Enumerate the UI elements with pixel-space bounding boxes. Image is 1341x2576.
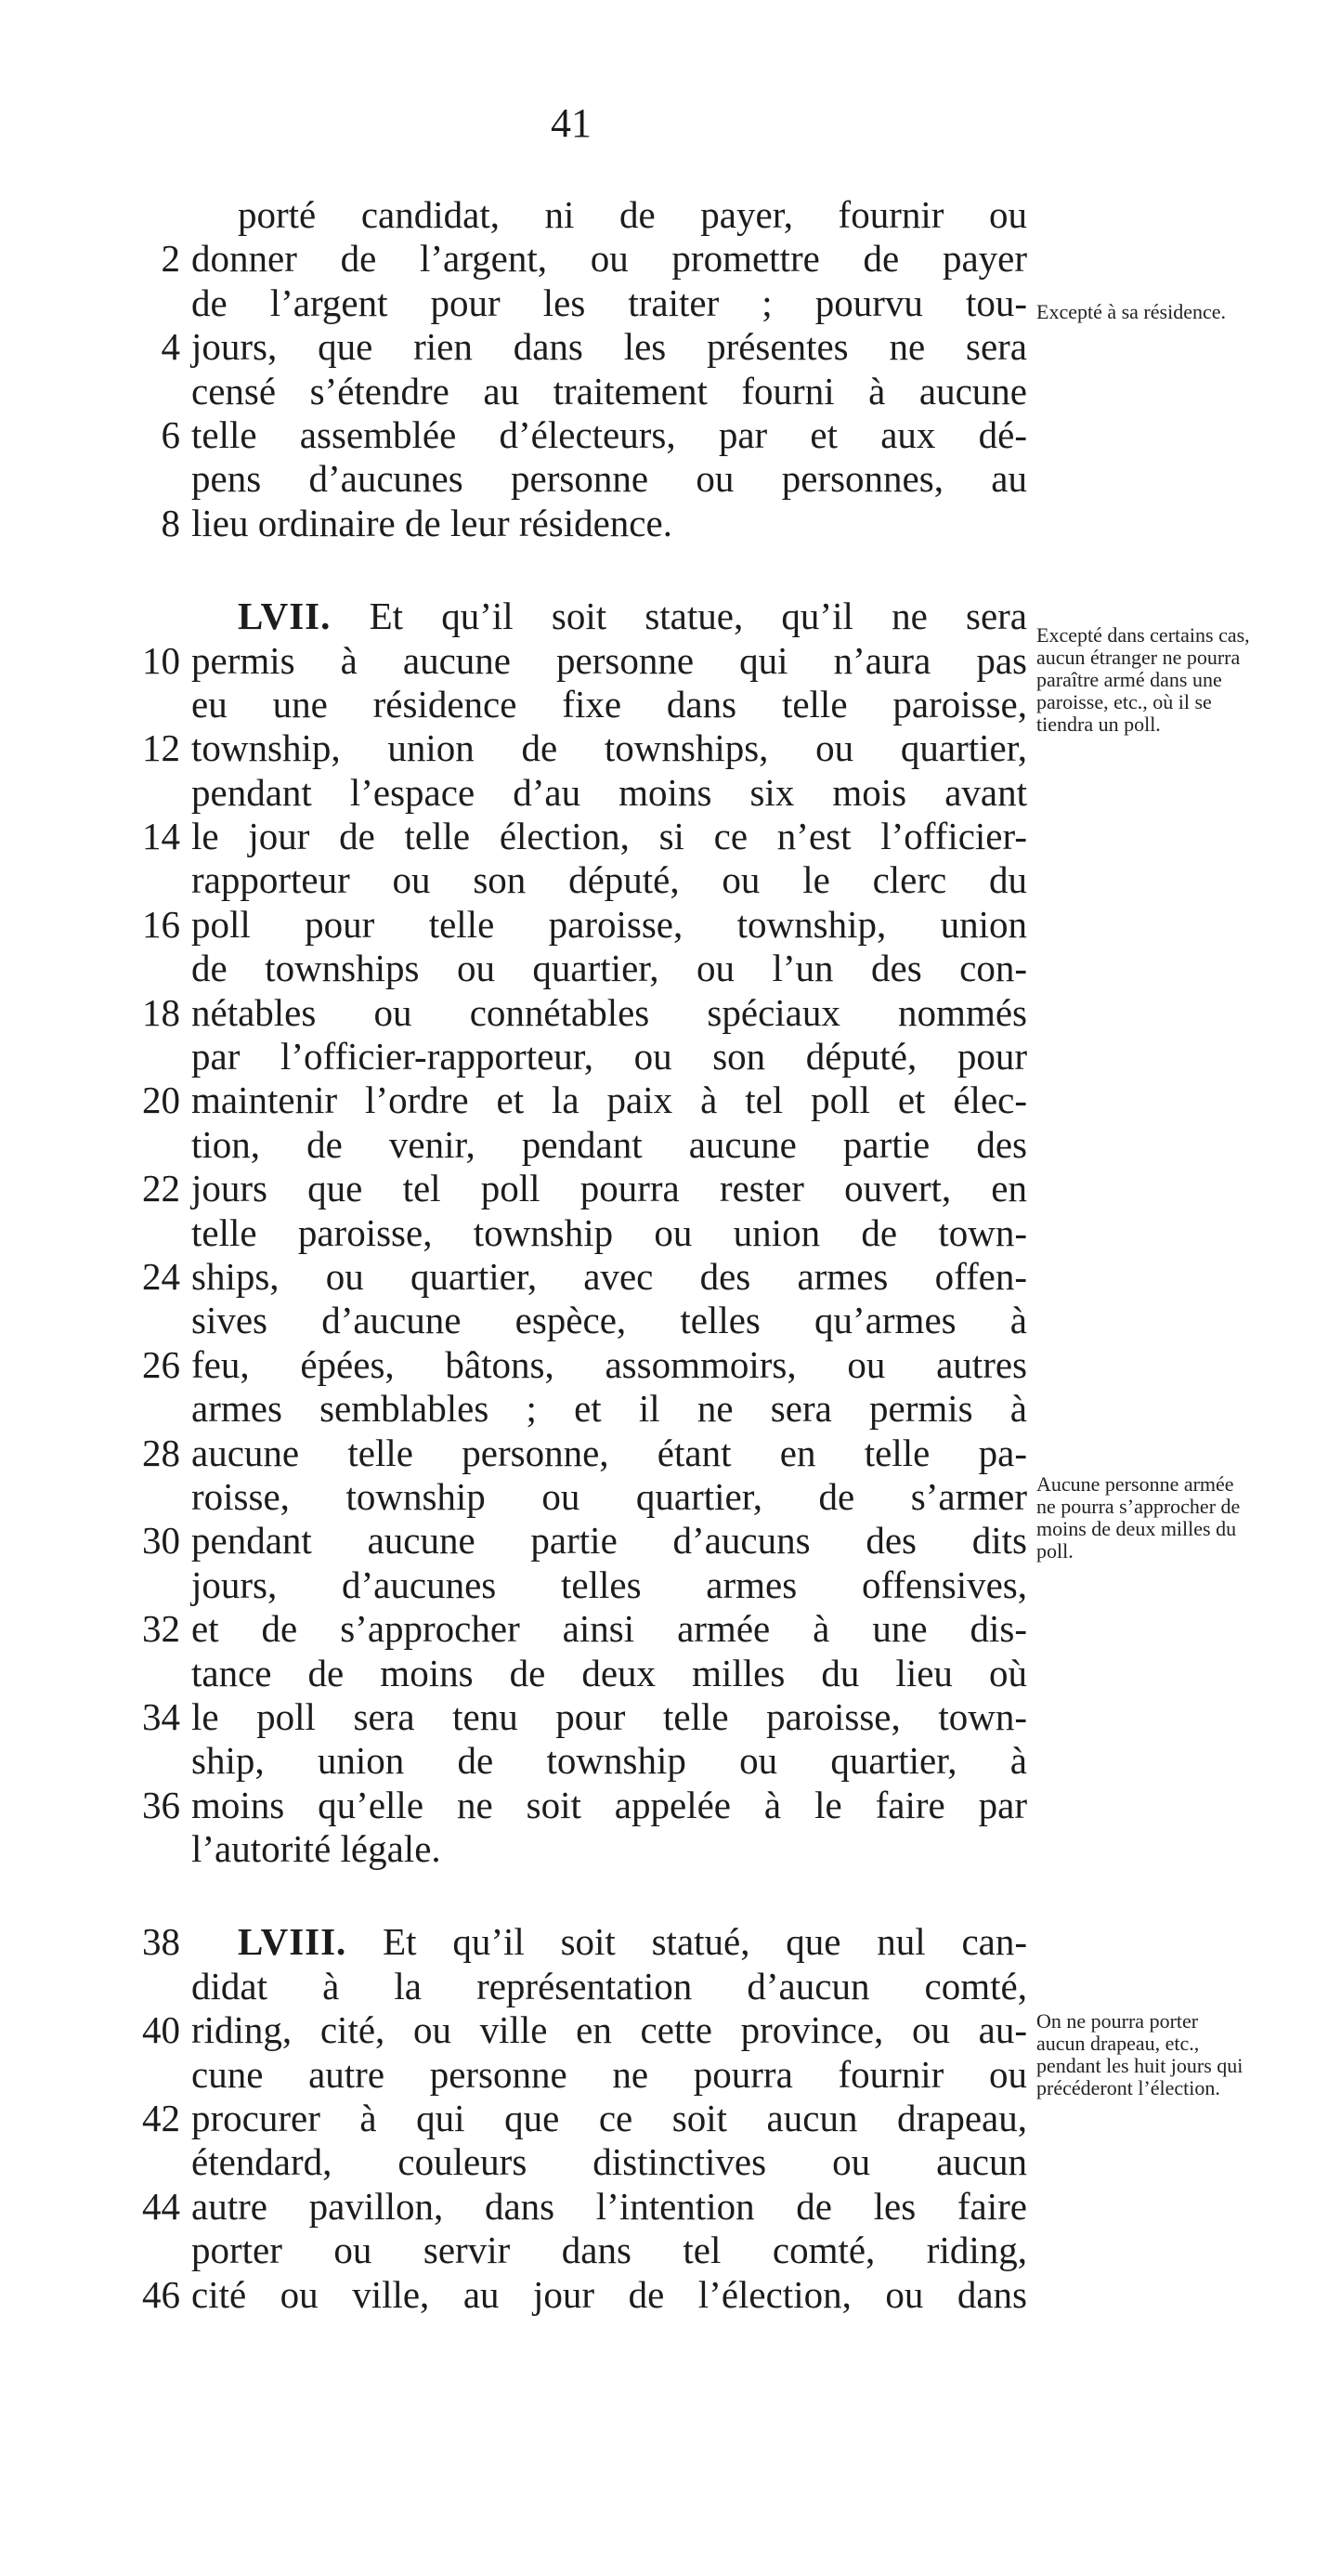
line-number: 46: [142, 2272, 180, 2316]
line-text: moins qu’elle ne soit appelée à le faire par: [191, 1783, 1027, 1826]
line-number: 14: [142, 815, 180, 858]
text-line: [111, 1123, 1040, 1167]
line-text: le jour de telle élection, si ce n’est l’officier-: [191, 815, 1027, 858]
line-text: pendant aucune partie d’aucuns des dits: [191, 1519, 1027, 1563]
text-line: [111, 858, 1040, 902]
text-line: [111, 1920, 1040, 1964]
line-text: porter ou servir dans tel comté, riding,: [191, 2229, 1027, 2272]
line-text: censé s’étendre au traitement fourni à aucune: [191, 369, 1027, 412]
line-number: 38: [142, 1920, 180, 1964]
line-text: rapporteur ou son député, ou le clerc du: [191, 858, 1027, 902]
line-text: tion, de venir, pendant aucune partie des: [191, 1122, 1027, 1166]
text-line: [111, 1784, 1040, 1827]
line-number: 20: [142, 1079, 180, 1122]
line-text: pendant l’espace d’au moins six mois avant: [191, 770, 1027, 814]
line-number: 18: [142, 990, 180, 1034]
line-text: jours que tel poll pourra rester ouvert, en: [191, 1167, 1027, 1210]
text-line: [111, 639, 1040, 683]
text-line: [111, 1519, 1040, 1563]
line-number: 24: [142, 1254, 180, 1298]
line-text: [238, 1920, 1027, 1964]
text-line: [111, 1607, 1040, 1651]
line-text: [238, 595, 1027, 638]
text-line: [111, 1343, 1040, 1387]
text-line: [111, 413, 1040, 457]
line-text: telle assemblée d’électeurs, par et aux dé-: [191, 412, 1027, 456]
text-line: [111, 1827, 1040, 1871]
section-number: LVII.: [238, 595, 332, 638]
text-line: [111, 1167, 1040, 1210]
text-line: [111, 2229, 1040, 2272]
line-text: sives d’aucune espèce, telles qu’armes à: [191, 1299, 1027, 1342]
line-text: maintenir l’ordre et la paix à tel poll et élec-: [191, 1079, 1027, 1122]
text-line: [111, 726, 1040, 770]
text-line: [111, 903, 1040, 947]
body-text: [111, 193, 1040, 2317]
text-line: [111, 771, 1040, 815]
line-text: permis à aucune personne qui n’aura pas: [191, 638, 1027, 682]
line-text: de l’argent pour les traiter ; pourvu tou-: [191, 281, 1027, 324]
text-line: [111, 1211, 1040, 1255]
line-text: lieu ordinaire de leur résidence.: [191, 501, 672, 544]
margin-note-flags: On ne pourra porter aucun drapeau, etc., pendant les huit jours qui précéderont l’élection.: [1036, 2009, 1243, 2099]
line-text: donner de l’argent, ou promettre de payer: [191, 237, 1027, 281]
text-line: [111, 2053, 1040, 2097]
line-number: 8: [161, 501, 180, 544]
text-line: [111, 2185, 1040, 2229]
line-text: cune autre personne ne pourra fournir ou: [191, 2052, 1027, 2096]
line-number: 12: [142, 726, 180, 770]
line-number: 10: [142, 638, 180, 682]
line-text: poll pour telle paroisse, township, union: [191, 902, 1027, 946]
text-line: [111, 1563, 1040, 1607]
text-line: [111, 1299, 1040, 1342]
line-number: 26: [142, 1342, 180, 1386]
text-line: [111, 2008, 1040, 2052]
text-line: [111, 683, 1040, 726]
section-number: LVIII.: [238, 1920, 347, 1964]
text-line: [111, 281, 1040, 325]
text-line: [111, 1255, 1040, 1299]
text-line: [111, 1475, 1040, 1519]
line-number: 34: [142, 1694, 180, 1738]
text-line: [111, 2097, 1040, 2140]
line-number: 32: [142, 1607, 180, 1651]
line-number: 6: [161, 412, 180, 456]
line-text: roisse, township ou quartier, de s’armer: [191, 1474, 1027, 1518]
paragraph-gap: [111, 545, 1040, 595]
text-line: [111, 325, 1040, 369]
line-text: étendard, couleurs distinctives ou aucun: [191, 2140, 1027, 2184]
text-line: [111, 1079, 1040, 1122]
text-line: [111, 947, 1040, 990]
text-line: [111, 502, 1040, 545]
line-text: cité ou ville, au jour de l’élection, ou dans: [191, 2272, 1027, 2316]
line-text: riding, cité, ou ville en cette province, ou au-: [191, 2008, 1027, 2052]
margin-note-residence: Excepté à sa résidence.: [1036, 300, 1226, 323]
text-line: [111, 991, 1040, 1035]
margin-note-armed-stranger: Excepté dans certains cas, aucun étranger ne pourra paraître armé dans une paroisse, etc., où il se tiendra un poll.: [1036, 623, 1250, 736]
paragraph-gap: [111, 1871, 1040, 1920]
line-number: 42: [142, 2097, 180, 2140]
line-text: porté candidat, ni de payer, fournir ou: [238, 193, 1027, 236]
line-text: jours, que rien dans les présentes ne sera: [191, 325, 1027, 369]
text-line: [111, 237, 1040, 281]
text-line: [111, 595, 1040, 638]
line-number: 16: [142, 902, 180, 946]
line-number: 36: [142, 1783, 180, 1826]
line-number: 40: [142, 2008, 180, 2052]
text-line: [111, 2140, 1040, 2184]
text-line: [111, 1035, 1040, 1079]
section-text: Et qu’il soit statue, qu’il ne sera: [369, 595, 1027, 638]
text-line: [111, 1387, 1040, 1431]
line-text: ships, ou quartier, avec des armes offen-: [191, 1254, 1027, 1298]
line-number: 2: [161, 237, 180, 281]
line-text: aucune telle personne, étant en telle pa-: [191, 1431, 1027, 1474]
line-text: ship, union de township ou quartier, à: [191, 1739, 1027, 1783]
text-line: [111, 193, 1040, 237]
line-text: autre pavillon, dans l’intention de les faire: [191, 2184, 1027, 2228]
section-text: Et qu’il soit statué, que nul can-: [383, 1920, 1027, 1964]
line-text: l’autorité légale.: [191, 1827, 441, 1871]
text-line: [111, 1739, 1040, 1783]
text-line: [111, 1695, 1040, 1739]
text-line: [111, 1652, 1040, 1695]
text-line: [111, 370, 1040, 413]
line-text: township, union de townships, ou quartier,: [191, 726, 1027, 770]
line-text: le poll sera tenu pour telle paroisse, town-: [191, 1694, 1027, 1738]
line-text: par l’officier-rapporteur, ou son député, pour: [191, 1035, 1027, 1079]
line-number: 22: [142, 1167, 180, 1210]
line-text: tance de moins de deux milles du lieu où: [191, 1651, 1027, 1694]
line-number: 44: [142, 2184, 180, 2228]
text-line: [111, 457, 1040, 501]
line-text: feu, épées, bâtons, assommoirs, ou autres: [191, 1342, 1027, 1386]
line-text: eu une résidence fixe dans telle paroisse,: [191, 682, 1027, 726]
text-line: [111, 1965, 1040, 2008]
line-text: armes semblables ; et il ne sera permis à: [191, 1387, 1027, 1431]
line-text: et de s’approcher ainsi armée à une dis-: [191, 1607, 1027, 1651]
line-number: 30: [142, 1519, 180, 1563]
line-number: 4: [161, 325, 180, 369]
line-text: jours, d’aucunes telles armes offensives,: [191, 1563, 1027, 1606]
line-text: procurer à qui que ce soit aucun drapeau,: [191, 2097, 1027, 2140]
margin-note-armed-distance: Aucune personne armée ne pourra s’approcher de moins de deux milles du poll.: [1036, 1472, 1241, 1563]
line-text: de townships ou quartier, ou l’un des con-: [191, 947, 1027, 990]
line-number: 28: [142, 1431, 180, 1474]
page-number: 41: [551, 100, 592, 146]
text-line: [111, 2273, 1040, 2317]
line-text: didat à la représentation d’aucun comté,: [191, 1964, 1027, 2007]
line-text: telle paroisse, township ou union de town-: [191, 1210, 1027, 1254]
line-text: pens d’aucunes personne ou personnes, au: [191, 457, 1027, 501]
line-text: nétables ou connétables spéciaux nommés: [191, 990, 1027, 1034]
text-line: [111, 1432, 1040, 1475]
text-line: [111, 815, 1040, 858]
